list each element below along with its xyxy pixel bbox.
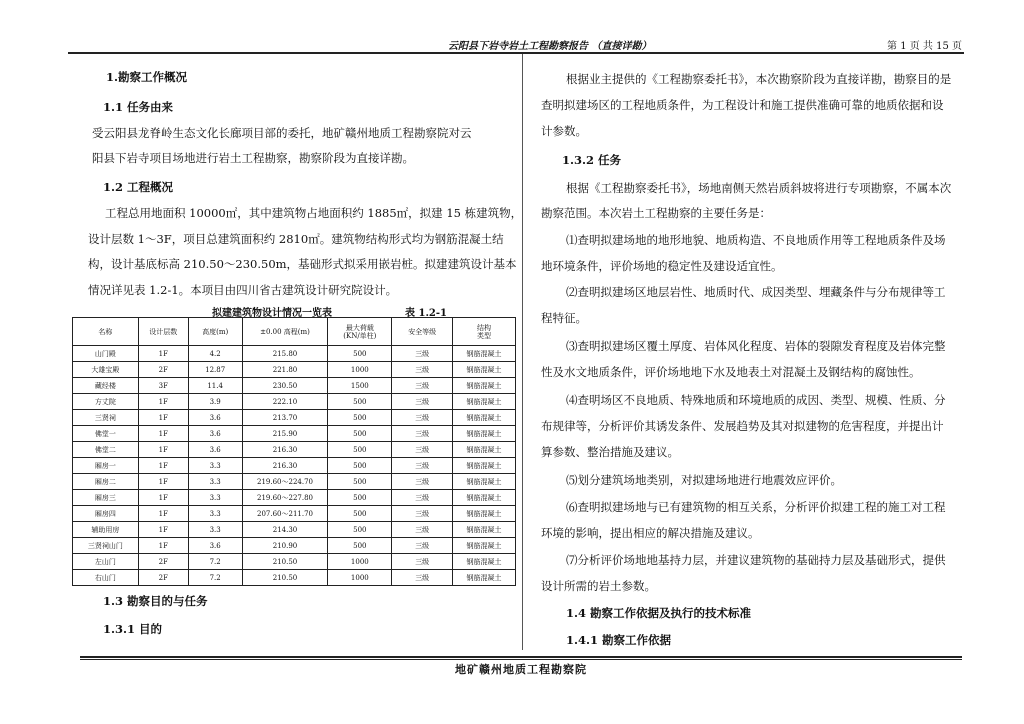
table-cell: 500 bbox=[328, 410, 392, 426]
table-cell: 219.60～227.80 bbox=[242, 490, 328, 506]
table-cell: 3.3 bbox=[188, 506, 242, 522]
table-cell: 3.9 bbox=[188, 394, 242, 410]
table-cell: 222.10 bbox=[242, 394, 328, 410]
table-cell: 1F bbox=[138, 410, 188, 426]
table-cell: 216.30 bbox=[242, 442, 328, 458]
table-cell: 右山门 bbox=[73, 570, 139, 586]
table-cell: 210.50 bbox=[242, 570, 328, 586]
table-row bbox=[73, 538, 516, 554]
table-cell: 500 bbox=[328, 490, 392, 506]
table-cell: 1F bbox=[138, 426, 188, 442]
table-cell: 1F bbox=[138, 522, 188, 538]
table-cell: 1F bbox=[138, 538, 188, 554]
table-cell: 钢筋混凝土 bbox=[453, 346, 516, 362]
table-row bbox=[73, 378, 516, 394]
table-row bbox=[73, 426, 516, 442]
table-cell: 1F bbox=[138, 442, 188, 458]
paragraph-line: 查明拟建场区的工程地质条件，为工程设计和施工提供准确可靠的地质依据和设 bbox=[541, 98, 944, 112]
table-cell: 三级 bbox=[392, 410, 453, 426]
table-cell: 3.6 bbox=[188, 442, 242, 458]
table-row bbox=[73, 346, 516, 362]
paragraph-line: 构，设计基底标高 210.50～230.50m，基础形式拟采用嵌岩桩。拟建建筑设计基本 bbox=[88, 257, 517, 271]
table-cell: 215.90 bbox=[242, 426, 328, 442]
table-header-cell: 设计层数 bbox=[138, 318, 188, 346]
section-heading: 1.4.1 勘察工作依据 bbox=[566, 633, 672, 647]
table-cell: 207.60～211.70 bbox=[242, 506, 328, 522]
table-cell: 钢筋混凝土 bbox=[453, 554, 516, 570]
table-cell: 3.3 bbox=[188, 474, 242, 490]
paragraph-line: 根据《工程勘察委托书》，场地南侧天然岩质斜坡将进行专项勘察，不属本次 bbox=[566, 181, 952, 195]
table-cell: 500 bbox=[328, 458, 392, 474]
table-cell: 山门殿 bbox=[73, 346, 139, 362]
table-cell: 221.80 bbox=[242, 362, 328, 378]
table-cell: 三级 bbox=[392, 426, 453, 442]
table-cell: 佛堂二 bbox=[73, 442, 139, 458]
table-cell: 藏经楼 bbox=[73, 378, 139, 394]
table-cell: 三级 bbox=[392, 538, 453, 554]
footer-rule-thin bbox=[80, 659, 962, 660]
table-row bbox=[73, 490, 516, 506]
table-cell: 3.3 bbox=[188, 522, 242, 538]
paragraph-line: ⑴查明拟建场地的地形地貌、地质构造、不良地质作用等工程地质条件及场 bbox=[566, 233, 946, 247]
table-cell: 三级 bbox=[392, 474, 453, 490]
table-cell: 三级 bbox=[392, 506, 453, 522]
paragraph-line: 受云阳县龙脊岭生态文化长廊项目部的委托，地矿赣州地质工程勘察院对云 bbox=[92, 126, 472, 140]
table-cell: 三级 bbox=[392, 362, 453, 378]
table-cell: 7.2 bbox=[188, 570, 242, 586]
paragraph-line: 根据业主提供的《工程勘察委托书》，本次勘察阶段为直接详勘，勘察目的是 bbox=[566, 72, 952, 86]
table-cell: 钢筋混凝土 bbox=[453, 506, 516, 522]
paragraph-line: 设计所需的岩土参数。 bbox=[541, 579, 656, 593]
table-cell: 三级 bbox=[392, 490, 453, 506]
paragraph-line: ⑷查明场区不良地质、特殊地质和环境地质的成因、类型、规模、性质、分 bbox=[566, 393, 946, 407]
table-cell: 210.90 bbox=[242, 538, 328, 554]
table-row bbox=[73, 394, 516, 410]
paragraph-line: ⑺分析评价场地地基持力层，并建议建筑物的基础持力层及基础形式，提供 bbox=[566, 553, 946, 567]
section-heading: 1.2 工程概况 bbox=[103, 180, 174, 194]
table-cell: 219.60～224.70 bbox=[242, 474, 328, 490]
table-cell: 3.3 bbox=[188, 490, 242, 506]
table-cell: 钢筋混凝土 bbox=[453, 410, 516, 426]
paragraph-line: ⑶查明拟建场区覆土厚度、岩体风化程度、岩体的裂隙发育程度及岩体完整 bbox=[566, 339, 946, 353]
table-cell: 1F bbox=[138, 506, 188, 522]
table-cell: 1000 bbox=[328, 362, 392, 378]
section-heading: 1.3.1 目的 bbox=[103, 622, 163, 636]
table-header-cell: 高度(m) bbox=[188, 318, 242, 346]
paragraph-line: 勘察范围。本次岩土工程勘察的主要任务是： bbox=[541, 206, 771, 220]
table-row bbox=[73, 410, 516, 426]
table-cell: 厢房二 bbox=[73, 474, 139, 490]
table-title: 拟建建筑物设计情况一览表 bbox=[212, 308, 332, 319]
table-header-cell: 安全等级 bbox=[392, 318, 453, 346]
table-cell: 钢筋混凝土 bbox=[453, 426, 516, 442]
paragraph-line: ⑹查明拟建场地与已有建筑物的相互关系，分析评价拟建工程的施工对工程 bbox=[566, 500, 946, 514]
section-heading: 1.4 勘察工作依据及执行的技术标准 bbox=[566, 606, 752, 620]
table-cell: 三级 bbox=[392, 378, 453, 394]
table-row bbox=[73, 522, 516, 538]
table-cell: 辅助用房 bbox=[73, 522, 139, 538]
table-cell: 钢筋混凝土 bbox=[453, 538, 516, 554]
table-cell: 1F bbox=[138, 474, 188, 490]
report-title: 云阳县下岩寺岩土工程勘察报告 （直接详勘） bbox=[448, 41, 652, 52]
paragraph-line: 情况详见表 1.2-1。本项目由四川省古建筑设计研究院设计。 bbox=[88, 283, 398, 297]
table-cell: 500 bbox=[328, 394, 392, 410]
table-cell: 厢房一 bbox=[73, 458, 139, 474]
paragraph-line: 计参数。 bbox=[541, 124, 587, 138]
paragraph-line: ⑵查明拟建场区地层岩性、地质时代、成因类型、埋藏条件与分布规律等工 bbox=[566, 285, 946, 299]
table-cell: 三贤祠 bbox=[73, 410, 139, 426]
table-cell: 3.6 bbox=[188, 426, 242, 442]
table-cell: 500 bbox=[328, 426, 392, 442]
page-header bbox=[68, 34, 964, 54]
table-cell: 230.50 bbox=[242, 378, 328, 394]
table-cell: 3F bbox=[138, 378, 188, 394]
table-cell: 厢房四 bbox=[73, 506, 139, 522]
table-cell: 方丈院 bbox=[73, 394, 139, 410]
table-cell: 500 bbox=[328, 442, 392, 458]
table-cell: 12.87 bbox=[188, 362, 242, 378]
table-cell: 三级 bbox=[392, 570, 453, 586]
table-cell: 215.80 bbox=[242, 346, 328, 362]
table-cell: 1500 bbox=[328, 378, 392, 394]
table-cell: 1000 bbox=[328, 570, 392, 586]
table-row bbox=[73, 506, 516, 522]
table-cell: 钢筋混凝土 bbox=[453, 378, 516, 394]
table-row bbox=[73, 362, 516, 378]
table-cell: 7.2 bbox=[188, 554, 242, 570]
table-cell: 佛堂一 bbox=[73, 426, 139, 442]
footer-rule bbox=[80, 656, 962, 658]
table-cell: 3.6 bbox=[188, 410, 242, 426]
table-cell: 钢筋混凝土 bbox=[453, 570, 516, 586]
table-header-cell: 最大荷载 (KN/单柱) bbox=[328, 318, 392, 346]
table-cell: 214.30 bbox=[242, 522, 328, 538]
table-cell: 500 bbox=[328, 538, 392, 554]
table-cell: 钢筋混凝土 bbox=[453, 474, 516, 490]
paragraph-line: 设计层数 1～3F，项目总建筑面积约 2810㎡。建筑物结构形式均为钢筋混凝土结 bbox=[88, 232, 504, 246]
table-row bbox=[73, 570, 516, 586]
table-header-cell: 结构 类型 bbox=[453, 318, 516, 346]
table-cell: 4.2 bbox=[188, 346, 242, 362]
table-cell: 钢筋混凝土 bbox=[453, 490, 516, 506]
paragraph-line: ⑸划分建筑场地类别，对拟建场地进行地震效应评价。 bbox=[566, 473, 842, 487]
paragraph-line: 布规律等，分析评价其诱发条件、发展趋势及其对拟建物的危害程度，并提出计 bbox=[541, 419, 944, 433]
table-cell: 钢筋混凝土 bbox=[453, 442, 516, 458]
section-heading: 1.3 勘察目的与任务 bbox=[103, 594, 208, 608]
table-cell: 500 bbox=[328, 346, 392, 362]
table-row bbox=[73, 458, 516, 474]
table-cell: 1F bbox=[138, 458, 188, 474]
paragraph-line: 工程总用地面积 10000㎡，其中建筑物占地面积约 1885㎡，拟建 15 栋建筑物， bbox=[105, 206, 523, 220]
table-cell: 11.4 bbox=[188, 378, 242, 394]
paragraph-line: 地环境条件，评价场地的稳定性及建设适宜性。 bbox=[541, 259, 783, 273]
table-cell: 三贤祠山门 bbox=[73, 538, 139, 554]
table-cell: 厢房三 bbox=[73, 490, 139, 506]
table-cell: 三级 bbox=[392, 554, 453, 570]
section-heading: 1.3.2 任务 bbox=[562, 153, 622, 167]
section-heading: 1.勘察工作概况 bbox=[106, 70, 188, 84]
table-cell: 1000 bbox=[328, 554, 392, 570]
table-cell: 2F bbox=[138, 570, 188, 586]
table-cell: 1F bbox=[138, 394, 188, 410]
table-number: 表 1.2-1 bbox=[405, 308, 447, 319]
table-cell: 1F bbox=[138, 490, 188, 506]
building-table bbox=[72, 317, 516, 586]
table-cell: 500 bbox=[328, 474, 392, 490]
table-cell: 钢筋混凝土 bbox=[453, 362, 516, 378]
table-cell: 钢筋混凝土 bbox=[453, 394, 516, 410]
table-row bbox=[73, 442, 516, 458]
table-cell: 213.70 bbox=[242, 410, 328, 426]
table-cell: 三级 bbox=[392, 442, 453, 458]
table-cell: 216.30 bbox=[242, 458, 328, 474]
table-cell: 三级 bbox=[392, 394, 453, 410]
paragraph-line: 性及水文地质条件，评价场地地下水及地表土对混凝土及钢结构的腐蚀性。 bbox=[541, 365, 921, 379]
table-cell: 1F bbox=[138, 346, 188, 362]
paragraph-line: 算参数、整治措施及建议。 bbox=[541, 445, 679, 459]
table-cell: 2F bbox=[138, 362, 188, 378]
table-cell: 210.50 bbox=[242, 554, 328, 570]
page-number: 第 1 页 共 15 页 bbox=[887, 41, 962, 52]
paragraph-line: 环境的影响，提出相应的解决措施及建议。 bbox=[541, 526, 760, 540]
table-cell: 500 bbox=[328, 506, 392, 522]
column-divider bbox=[522, 54, 523, 650]
table-header-cell: 名称 bbox=[73, 318, 139, 346]
table-cell: 3.3 bbox=[188, 458, 242, 474]
table-header-row bbox=[73, 318, 516, 346]
table-cell: 钢筋混凝土 bbox=[453, 458, 516, 474]
section-heading: 1.1 任务由来 bbox=[103, 100, 174, 114]
table-row bbox=[73, 554, 516, 570]
table-cell: 钢筋混凝土 bbox=[453, 522, 516, 538]
table-cell: 2F bbox=[138, 554, 188, 570]
table-header-cell: ±0.00 高程(m) bbox=[242, 318, 328, 346]
table-cell: 左山门 bbox=[73, 554, 139, 570]
table-cell: 三级 bbox=[392, 522, 453, 538]
table-row bbox=[73, 474, 516, 490]
footer-org: 地矿赣州地质工程勘察院 bbox=[455, 663, 587, 676]
paragraph-line: 程特征。 bbox=[541, 311, 587, 325]
table-cell: 500 bbox=[328, 522, 392, 538]
paragraph-line: 阳县下岩寺项目场地进行岩土工程勘察，勘察阶段为直接详勘。 bbox=[92, 151, 414, 165]
table-cell: 三级 bbox=[392, 458, 453, 474]
table-cell: 3.6 bbox=[188, 538, 242, 554]
table-cell: 大雄宝殿 bbox=[73, 362, 139, 378]
table-cell: 三级 bbox=[392, 346, 453, 362]
